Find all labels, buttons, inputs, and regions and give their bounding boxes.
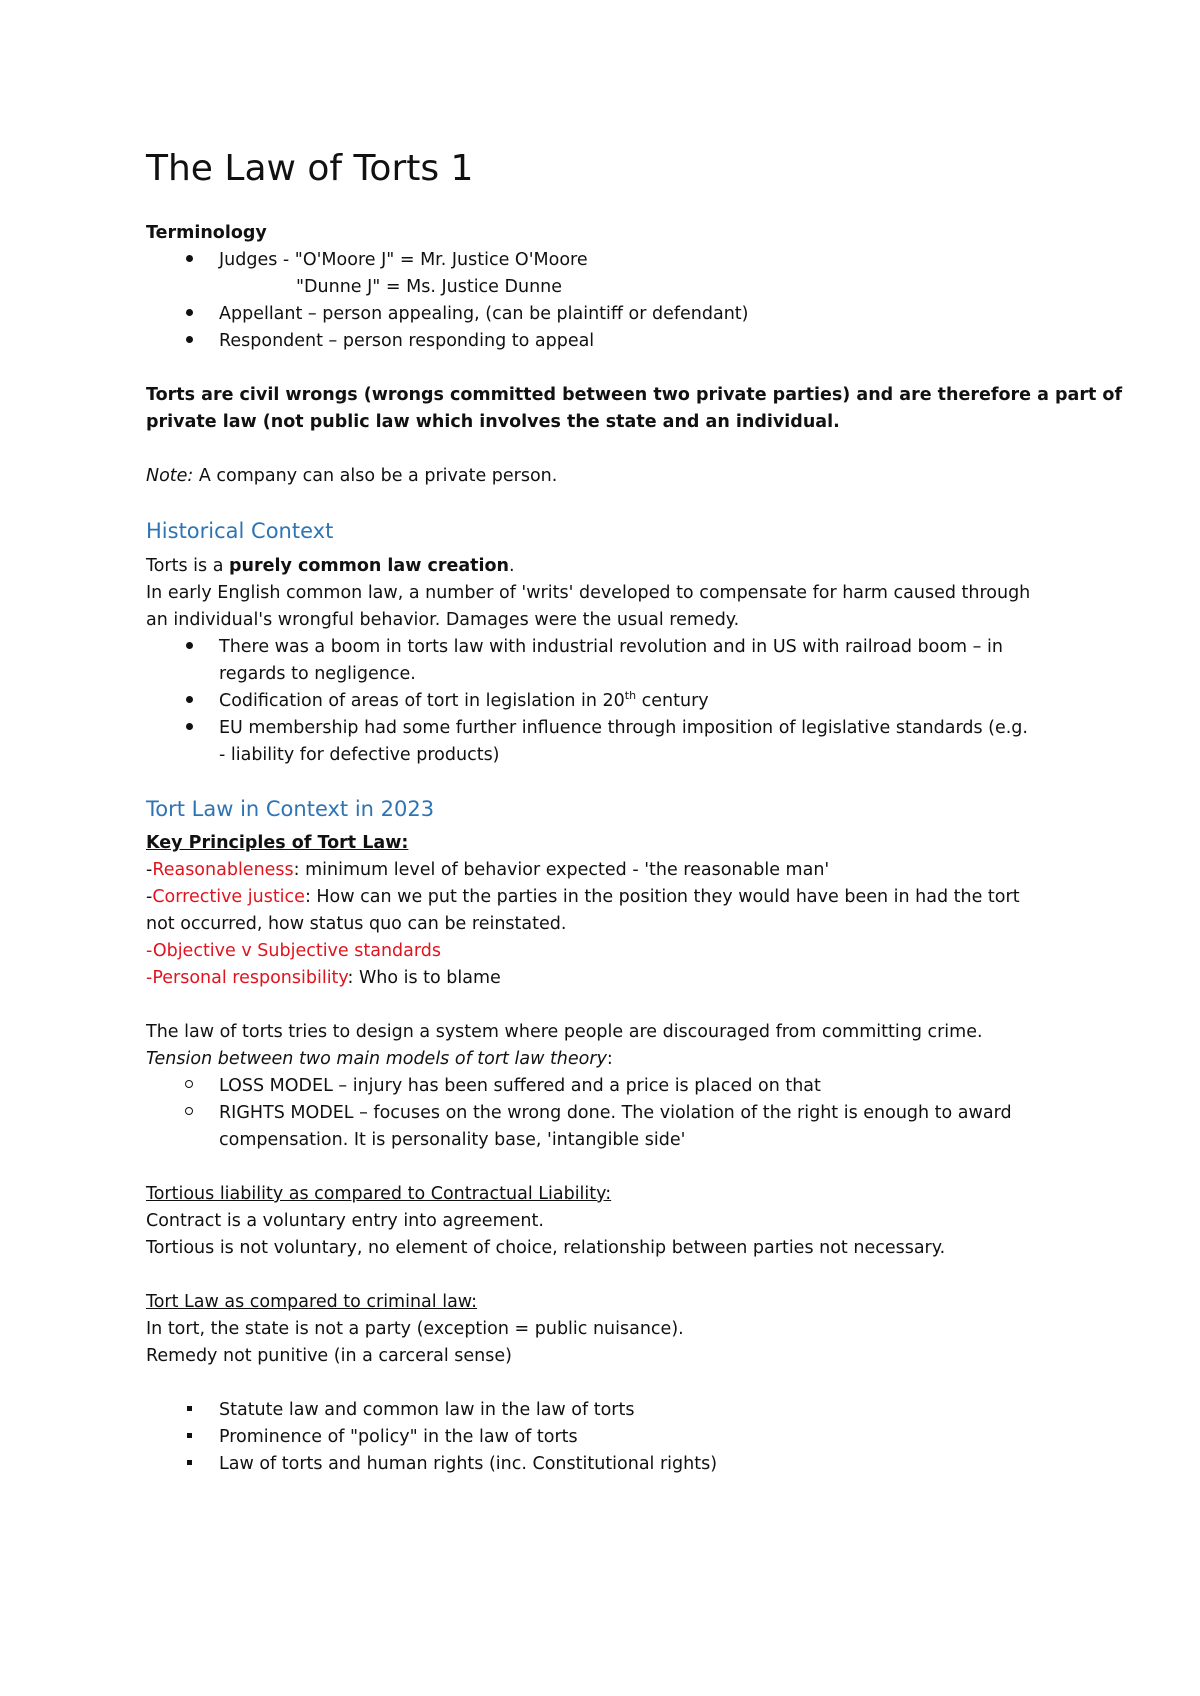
bullet-square-icon — [184, 1449, 194, 1476]
bullet-dot-icon — [184, 686, 194, 713]
context-2023-heading: Tort Law in Context in 2023 — [146, 797, 435, 821]
tension-line — [146, 1046, 613, 1073]
criminal-compare-line: In tort, the state is not a party (exception = public nuisance). — [146, 1319, 684, 1339]
key-principles-heading: Key Principles of Tort Law: — [146, 833, 409, 853]
criminal-compare-heading: Tort Law as compared to criminal law: — [146, 1292, 478, 1312]
principle-desc: : How can we put the parties in the position they would have been in had the tort — [304, 887, 1020, 907]
dash: - — [146, 968, 153, 988]
model-item-cont: compensation. It is personality base, 'intangible side' — [219, 1130, 686, 1150]
historical-bullet: There was a boom in torts law with industrial revolution and in US with railroad boom – in — [219, 637, 1003, 657]
terminology-item: Judges - "O'Moore J" = Mr. Justice O'Moore — [219, 250, 588, 270]
note-label: Note: — [146, 466, 194, 486]
bullet-square-icon — [184, 1395, 194, 1422]
historical-bullet-cont: regards to negligence. — [219, 664, 416, 684]
principle-corrective-justice — [146, 884, 1020, 911]
principle-corrective-cont: not occurred, how status quo can be reinstated. — [146, 914, 567, 934]
principle-reasonableness — [146, 857, 829, 884]
note-text: A company can also be a private person. — [193, 466, 558, 486]
bullet-square-icon — [184, 1422, 194, 1449]
principle-objective-subjective — [146, 938, 441, 965]
dash: - — [146, 860, 153, 880]
bullet-dot-icon — [184, 326, 194, 353]
final-bullet: Statute law and common law in the law of torts — [219, 1400, 635, 1420]
intro-text: Torts is a — [146, 556, 229, 576]
historical-bullet: EU membership had some further influence through imposition of legislative standards (e.g. — [219, 718, 1028, 738]
codification-text: Codification of areas of tort in legislation in 20 — [219, 691, 625, 711]
civil-wrongs-line: Torts are civil wrongs (wrongs committed between two private parties) and are therefore a part of — [146, 385, 1123, 405]
principle-term: Personal responsibility — [152, 968, 348, 988]
tension-text: Tension between two main models of tort law theory — [146, 1049, 607, 1069]
terminology-item: Respondent – person responding to appeal — [219, 331, 595, 351]
model-item: LOSS MODEL – injury has been suffered and a price is placed on that — [219, 1076, 821, 1096]
historical-bullet — [219, 688, 709, 715]
terminology-item: "Dunne J" = Ms. Justice Dunne — [296, 277, 563, 297]
document-title: The Law of Torts 1 — [146, 148, 474, 189]
principle-term: Objective v Subjective standards — [152, 941, 441, 961]
historical-bullet-cont: - liability for defective products) — [219, 745, 500, 765]
principle-term: Reasonableness — [152, 860, 294, 880]
note-line — [146, 463, 557, 490]
contract-compare-heading: Tortious liability as compared to Contractual Liability: — [146, 1184, 612, 1204]
system-line: The law of torts tries to design a system where people are discouraged from committing crime. — [146, 1022, 983, 1042]
superscript-th: th — [624, 689, 637, 703]
intro-period: . — [509, 556, 515, 576]
historical-context-heading: Historical Context — [146, 519, 334, 543]
terminology-item: Appellant – person appealing, (can be plaintiff or defendant) — [219, 304, 749, 324]
principle-term: Corrective justice — [152, 887, 305, 907]
civil-wrongs-line: private law (not public law which involves the state and an individual. — [146, 412, 840, 432]
dash: - — [146, 941, 153, 961]
century-text: century — [636, 691, 709, 711]
dash: - — [146, 887, 153, 907]
tension-colon: : — [606, 1049, 613, 1069]
principle-desc: : Who is to blame — [347, 968, 501, 988]
terminology-heading: Terminology — [146, 223, 267, 243]
final-bullet: Prominence of "policy" in the law of torts — [219, 1427, 578, 1447]
intro-bold-text: purely common law creation — [229, 556, 510, 576]
bullet-dot-icon — [184, 245, 194, 272]
criminal-compare-line: Remedy not punitive (in a carceral sense) — [146, 1346, 512, 1366]
contract-compare-line: Tortious is not voluntary, no element of choice, relationship between parties not necessary. — [146, 1238, 946, 1258]
bullet-dot-icon — [184, 713, 194, 740]
contract-compare-line: Contract is a voluntary entry into agreement. — [146, 1211, 544, 1231]
principle-personal-responsibility — [146, 965, 501, 992]
final-bullet: Law of torts and human rights (inc. Constitutional rights) — [219, 1454, 718, 1474]
historical-intro — [146, 553, 515, 580]
historical-paragraph-line: an individual's wrongful behavior. Damages were the usual remedy. — [146, 610, 740, 630]
bullet-circle-icon — [184, 1098, 194, 1125]
bullet-dot-icon — [184, 299, 194, 326]
principle-desc: : minimum level of behavior expected - 'the reasonable man' — [293, 860, 830, 880]
historical-paragraph-line: In early English common law, a number of 'writs' developed to compensate for harm caused through — [146, 583, 1031, 603]
model-item: RIGHTS MODEL – focuses on the wrong done. The violation of the right is enough to award — [219, 1103, 1012, 1123]
bullet-dot-icon — [184, 632, 194, 659]
bullet-circle-icon — [184, 1071, 194, 1098]
